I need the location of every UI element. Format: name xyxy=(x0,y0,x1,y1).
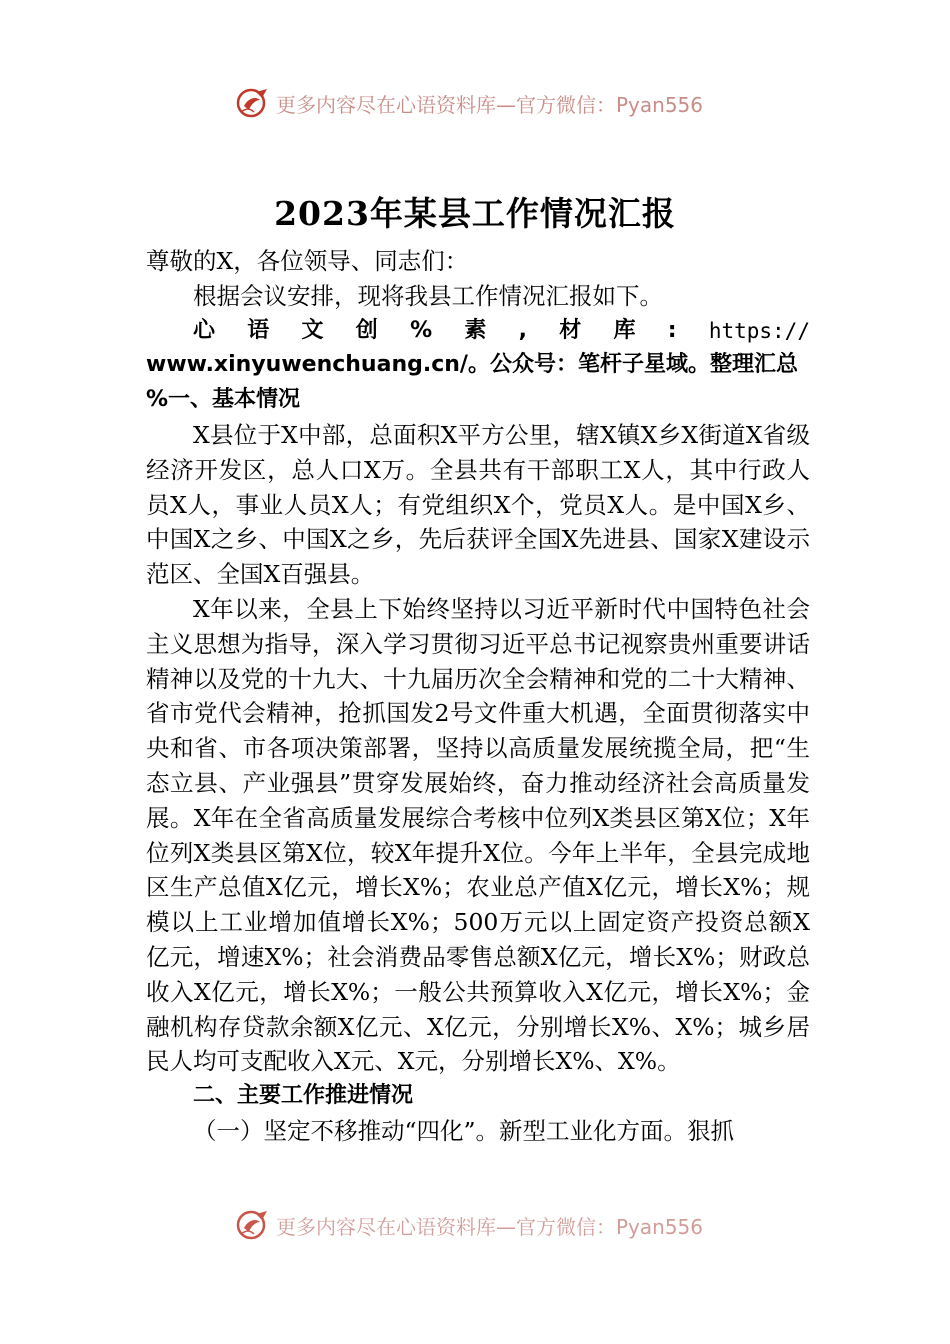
watermark-footer xyxy=(236,1207,703,1243)
watermark-text: 更多内容尽在心语资料库—官方微信：Pyan556 xyxy=(276,92,704,117)
document-title: 2023年某县工作情况汇报 xyxy=(274,194,676,233)
promo-line-1 xyxy=(146,314,810,349)
pen-logo-icon xyxy=(236,86,270,120)
promo-char: , xyxy=(518,317,527,343)
promo-char: 语 xyxy=(247,317,270,343)
promo-char: 材 xyxy=(559,317,582,343)
promo-char: 心 xyxy=(193,317,216,343)
section-heading-2: 二、主要工作推进情况 xyxy=(193,1083,414,1109)
promo-char: 文 xyxy=(301,317,324,343)
promo-char: 库 xyxy=(613,317,636,343)
promo-block xyxy=(146,314,810,384)
promo-url-start: https:// xyxy=(708,318,810,343)
section-heading-1: %一、基本情况 xyxy=(146,387,301,413)
paragraph-development: X年以来，全县上下始终坚持以习近平新时代中国特色社会主义思想为指导，深入学习贯彻习近平总书记视察贵州重要讲话精神以及党的十九大、十九届历次全会精神和党的二十大精神、省市党代会精神，抢抓国发2号文件重大机遇，全面贯彻落实中央和省、市各项决策部署，坚持以高质量发展统揽全局，把“生态立县、产业强县”贯穿发展始终，奋力推动经济社会高质量发展。X年在全省高质量发展综合考核中位列X类县区第X位；X年位列X类县区第X位，较X年提升X位。今年上半年，全县完成地区生产总值X亿元，增长X%；农业总产值X亿元，增长X%；规模以上工业增加值增长X%；500万元以上固定资产投资总额X亿元，增速X%；社会消费品零售总额X亿元，增长X%；财政总收入X亿元，增长X%；一般公共预算收入X亿元，增长X%；金融机构存贷款余额X亿元、X亿元，分别增长X%、X%；城乡居民人均可支配收入X元、X元，分别增长X%、X%。 xyxy=(146,594,810,1076)
paragraph-basic-info: X县位于X中部，总面积X平方公里，辖X镇X乡X街道X省级经济开发区，总人口X万。全县共有干部职工X人，其中行政人员X人，事业人员X人；有党组织X个，党员X人。是中国X乡、中国X之乡、中国X之乡，先后获评全国X先进县、国家X建设示范区、全国X百强县。 xyxy=(146,420,810,589)
salutation: 尊敬的X，各位领导、同志们： xyxy=(146,247,469,275)
promo-char: 创 xyxy=(355,317,378,343)
watermark-header xyxy=(236,85,703,121)
promo-line-2: www.xinyuwenchuang.cn/。公众号：笔杆子星域。整理汇总 xyxy=(146,352,798,378)
promo-char: % xyxy=(410,317,433,343)
pen-logo-icon xyxy=(236,1208,270,1242)
document-body xyxy=(146,244,810,1149)
promo-char: 素 xyxy=(464,317,487,343)
intro-paragraph: 根据会议安排，现将我县工作情况汇报如下。 xyxy=(193,281,663,310)
watermark-text: 更多内容尽在心语资料库—官方微信：Pyan556 xyxy=(276,1214,704,1239)
promo-char: : xyxy=(667,317,677,343)
paragraph-four-modernizations: （一）坚定不移推动“四化”。新型工业化方面。狠抓 xyxy=(193,1116,735,1145)
